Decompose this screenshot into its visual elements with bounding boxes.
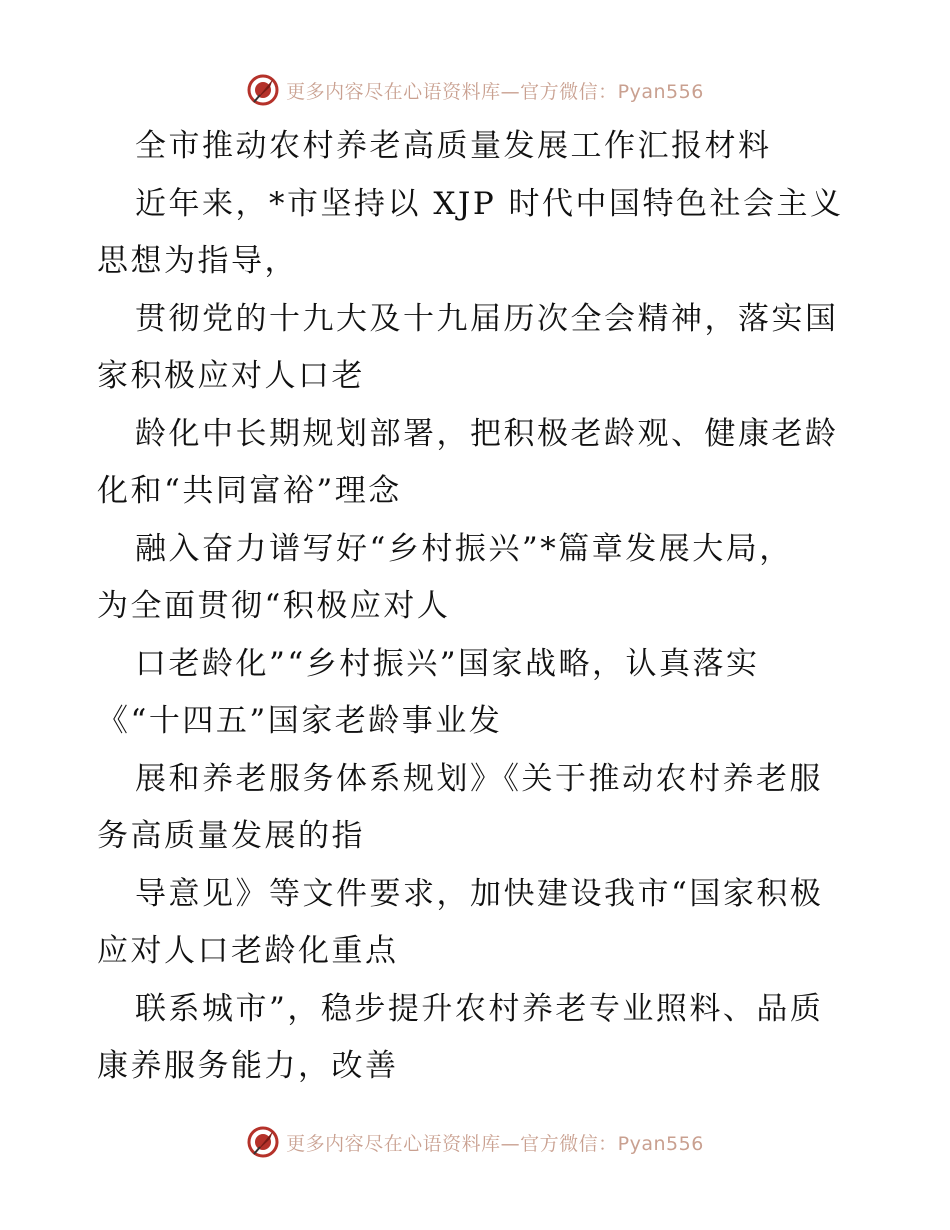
paragraph-line: 融入奋力谱写好“乡村振兴”*篇章发展大局， xyxy=(135,530,793,567)
document-title: 全市推动农村养老高质量发展工作汇报材料 xyxy=(135,128,772,164)
paragraph-line: 口老龄化”“乡村振兴”国家战略，认真落实 xyxy=(135,645,760,682)
paragraph-line: 展和养老服务体系规划》《关于推动农村养老服 xyxy=(135,760,823,797)
paragraph-line: 康养服务能力，改善 xyxy=(97,1048,399,1084)
paragraph-line: 化和“共同富裕”理念 xyxy=(97,473,402,509)
paragraph-line: 为全面贯彻“积极应对人 xyxy=(97,588,451,624)
paragraph-line: 应对人口老龄化重点 xyxy=(97,933,399,969)
paragraph-line: 《“十四五”国家老龄事业发 xyxy=(97,703,503,739)
paragraph-line: 联系城市”，稳步提升农村养老专业照料、品质 xyxy=(135,990,824,1027)
paragraph-line: 导意见》等文件要求，加快建设我市“国家积极 xyxy=(135,875,824,912)
header-banner xyxy=(0,70,950,110)
paragraph-line: 家积极应对人口老 xyxy=(97,358,365,394)
quill-seal-icon xyxy=(246,73,280,107)
paragraph-line: 思想为指导， xyxy=(97,243,298,279)
document-body xyxy=(97,118,857,1096)
paragraph-line: 龄化中长期规划部署，把积极老龄观、健康老龄 xyxy=(135,415,839,452)
paragraph-line: 贯彻党的十九大及十九届历次全会精神，落实国 xyxy=(135,300,839,337)
paragraph-line: 务高质量发展的指 xyxy=(97,818,365,854)
footer-banner xyxy=(0,1122,950,1162)
banner-text: 更多内容尽在心语资料库—官方微信：Pyan556 xyxy=(286,80,704,103)
quill-seal-icon xyxy=(246,1125,280,1159)
banner-text: 更多内容尽在心语资料库—官方微信：Pyan556 xyxy=(286,1132,704,1155)
paragraph-line: 近年来，*市坚持以 XJP 时代中国特色社会主义 xyxy=(135,185,844,222)
